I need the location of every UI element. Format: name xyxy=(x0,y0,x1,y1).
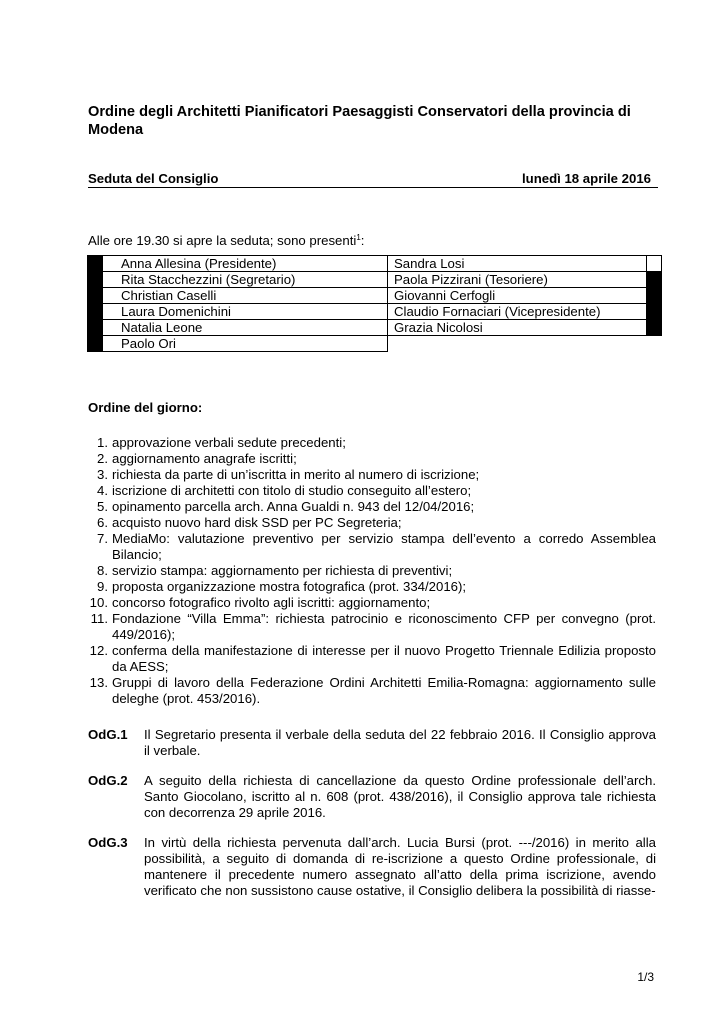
odg-text: In virtù della richiesta pervenuta dall’arch. Lucia Bursi (prot. ---/2016) in merito alla possibilità, a seguito di domanda di re-iscrizione a questo Ordine professionale, di mantenere il precedente numero assegnato all’atto della prima iscrizione, avendo verificato che non sussistono cause ostative, il Consiglio delibera la possibilità di riasse- xyxy=(144,835,656,898)
agenda-item xyxy=(88,579,656,595)
meeting-label: Seduta del Consiglio xyxy=(88,171,219,186)
agenda-item xyxy=(88,563,656,579)
agenda-item-number: 5. xyxy=(97,499,108,514)
agenda-item-text: MediaMo: valutazione preventivo per servizio stampa dell’evento a corredo Assemblea Bilancio; xyxy=(112,531,656,562)
present-mark xyxy=(647,288,662,304)
agenda-item-text: opinamento parcella arch. Anna Gualdi n. 943 del 12/04/2016; xyxy=(112,499,475,514)
present-mark xyxy=(88,272,103,288)
agenda-item xyxy=(88,531,656,563)
member-name: Rita Stacchezzini (Segretario) xyxy=(103,272,388,288)
page-number: 1/3 xyxy=(637,970,654,984)
agenda-item-number: 8. xyxy=(97,563,108,578)
intro-tail: : xyxy=(360,233,365,248)
agenda-item-number: 11. xyxy=(90,611,108,626)
agenda-item xyxy=(88,675,656,707)
member-name: Paolo Ori xyxy=(103,336,388,352)
intro-text xyxy=(88,233,364,249)
agenda-item-text: servizio stampa: aggiornamento per richiesta di preventivi; xyxy=(112,563,453,578)
agenda-title: Ordine del giorno: xyxy=(88,400,203,415)
member-name: Giovanni Cerfogli xyxy=(388,288,647,304)
member-name: Natalia Leone xyxy=(103,320,388,336)
attendance-row xyxy=(88,256,662,272)
agenda-item-text: aggiornamento anagrafe iscritti; xyxy=(112,451,297,466)
present-mark xyxy=(647,320,662,336)
agenda-item-number: 6. xyxy=(97,515,108,530)
agenda-item-number: 2. xyxy=(97,451,108,466)
intro-sentence: Alle ore 19.30 si apre la seduta; sono presenti xyxy=(88,233,357,248)
agenda-item-number: 7. xyxy=(97,531,108,546)
attendance-row xyxy=(88,304,662,320)
meeting-header xyxy=(88,171,658,188)
present-mark xyxy=(88,304,103,320)
present-mark xyxy=(88,256,103,272)
agenda-list xyxy=(88,435,656,707)
present-mark xyxy=(88,320,103,336)
member-name: Paola Pizzirani (Tesoriere) xyxy=(388,272,647,288)
odg-paragraph xyxy=(88,727,656,759)
empty-cell xyxy=(388,336,662,352)
present-mark xyxy=(647,304,662,320)
agenda-item xyxy=(88,611,656,643)
agenda-item xyxy=(88,467,656,483)
agenda-item xyxy=(88,483,656,499)
agenda-item xyxy=(88,515,656,531)
absent-mark xyxy=(647,256,662,272)
agenda-item xyxy=(88,435,656,451)
agenda-item-number: 12. xyxy=(89,643,108,658)
agenda-item-number: 9. xyxy=(97,579,108,594)
present-mark xyxy=(88,336,103,352)
agenda-item-number: 3. xyxy=(97,467,108,482)
odg-text: Il Segretario presenta il verbale della seduta del 22 febbraio 2016. Il Consiglio approva il verbale. xyxy=(144,727,656,758)
footnote-ref: 1 xyxy=(356,233,361,242)
odg-paragraph xyxy=(88,773,656,821)
agenda-item xyxy=(88,451,656,467)
agenda-item-text: approvazione verbali sedute precedenti; xyxy=(112,435,346,450)
agenda-item xyxy=(88,499,656,515)
agenda-item-text: conferma della manifestazione di interesse per il nuovo Progetto Triennale Edilizia proposto da AESS; xyxy=(112,643,656,674)
odg-text: A seguito della richiesta di cancellazione da questo Ordine professionale dell’arch. Santo Giocolano, iscritto al n. 608 (prot. 438/2016), il Consiglio approva tale richiesta con decorrenza 29 aprile 2016. xyxy=(144,773,656,820)
agenda-item xyxy=(88,643,656,675)
odg-label: OdG.1 xyxy=(88,727,128,742)
attendance-row xyxy=(88,272,662,288)
agenda-item-number: 10. xyxy=(89,595,108,610)
agenda-item-text: proposta organizzazione mostra fotografica (prot. 334/2016); xyxy=(112,579,467,594)
agenda-item-text: richiesta da parte di un’iscritta in merito al numero di iscrizione; xyxy=(112,467,480,482)
agenda-item-text: iscrizione di architetti con titolo di studio conseguito all’estero; xyxy=(112,483,472,498)
agenda-item-text: Gruppi di lavoro della Federazione Ordini Architetti Emilia-Romagna: aggiornamento sulle deleghe (prot. 453/2016). xyxy=(112,675,656,706)
member-name: Anna Allesina (Presidente) xyxy=(103,256,388,272)
odg-label: OdG.3 xyxy=(88,835,128,850)
attendance-row xyxy=(88,320,662,336)
odg-label: OdG.2 xyxy=(88,773,128,788)
agenda-item-text: concorso fotografico rivolto agli iscritti: aggiornamento; xyxy=(112,595,431,610)
agenda-item xyxy=(88,595,656,611)
attendance-row xyxy=(88,288,662,304)
document-title: Ordine degli Architetti Pianificatori Paesaggisti Conservatori della provincia di Modena xyxy=(88,104,631,138)
agenda-item-number: 4. xyxy=(97,483,108,498)
present-mark xyxy=(88,288,103,304)
member-name: Laura Domenichini xyxy=(103,304,388,320)
member-name: Sandra Losi xyxy=(388,256,647,272)
odg-paragraph xyxy=(88,835,656,899)
meeting-date: lunedì 18 aprile 2016 xyxy=(521,171,651,186)
agenda-item-text: Fondazione “Villa Emma”: richiesta patrocinio e riconoscimento CFP per convegno (prot. 449/2016); xyxy=(112,611,656,642)
agenda-item-text: acquisto nuovo hard disk SSD per PC Segreteria; xyxy=(112,515,402,530)
attendance-table xyxy=(87,255,662,352)
member-name: Christian Caselli xyxy=(103,288,388,304)
attendance-row xyxy=(88,336,662,352)
present-mark xyxy=(647,272,662,288)
member-name: Grazia Nicolosi xyxy=(388,320,647,336)
agenda-item-number: 13. xyxy=(89,675,108,690)
agenda-item-number: 1. xyxy=(97,435,108,450)
member-name: Claudio Fornaciari (Vicepresidente) xyxy=(388,304,647,320)
